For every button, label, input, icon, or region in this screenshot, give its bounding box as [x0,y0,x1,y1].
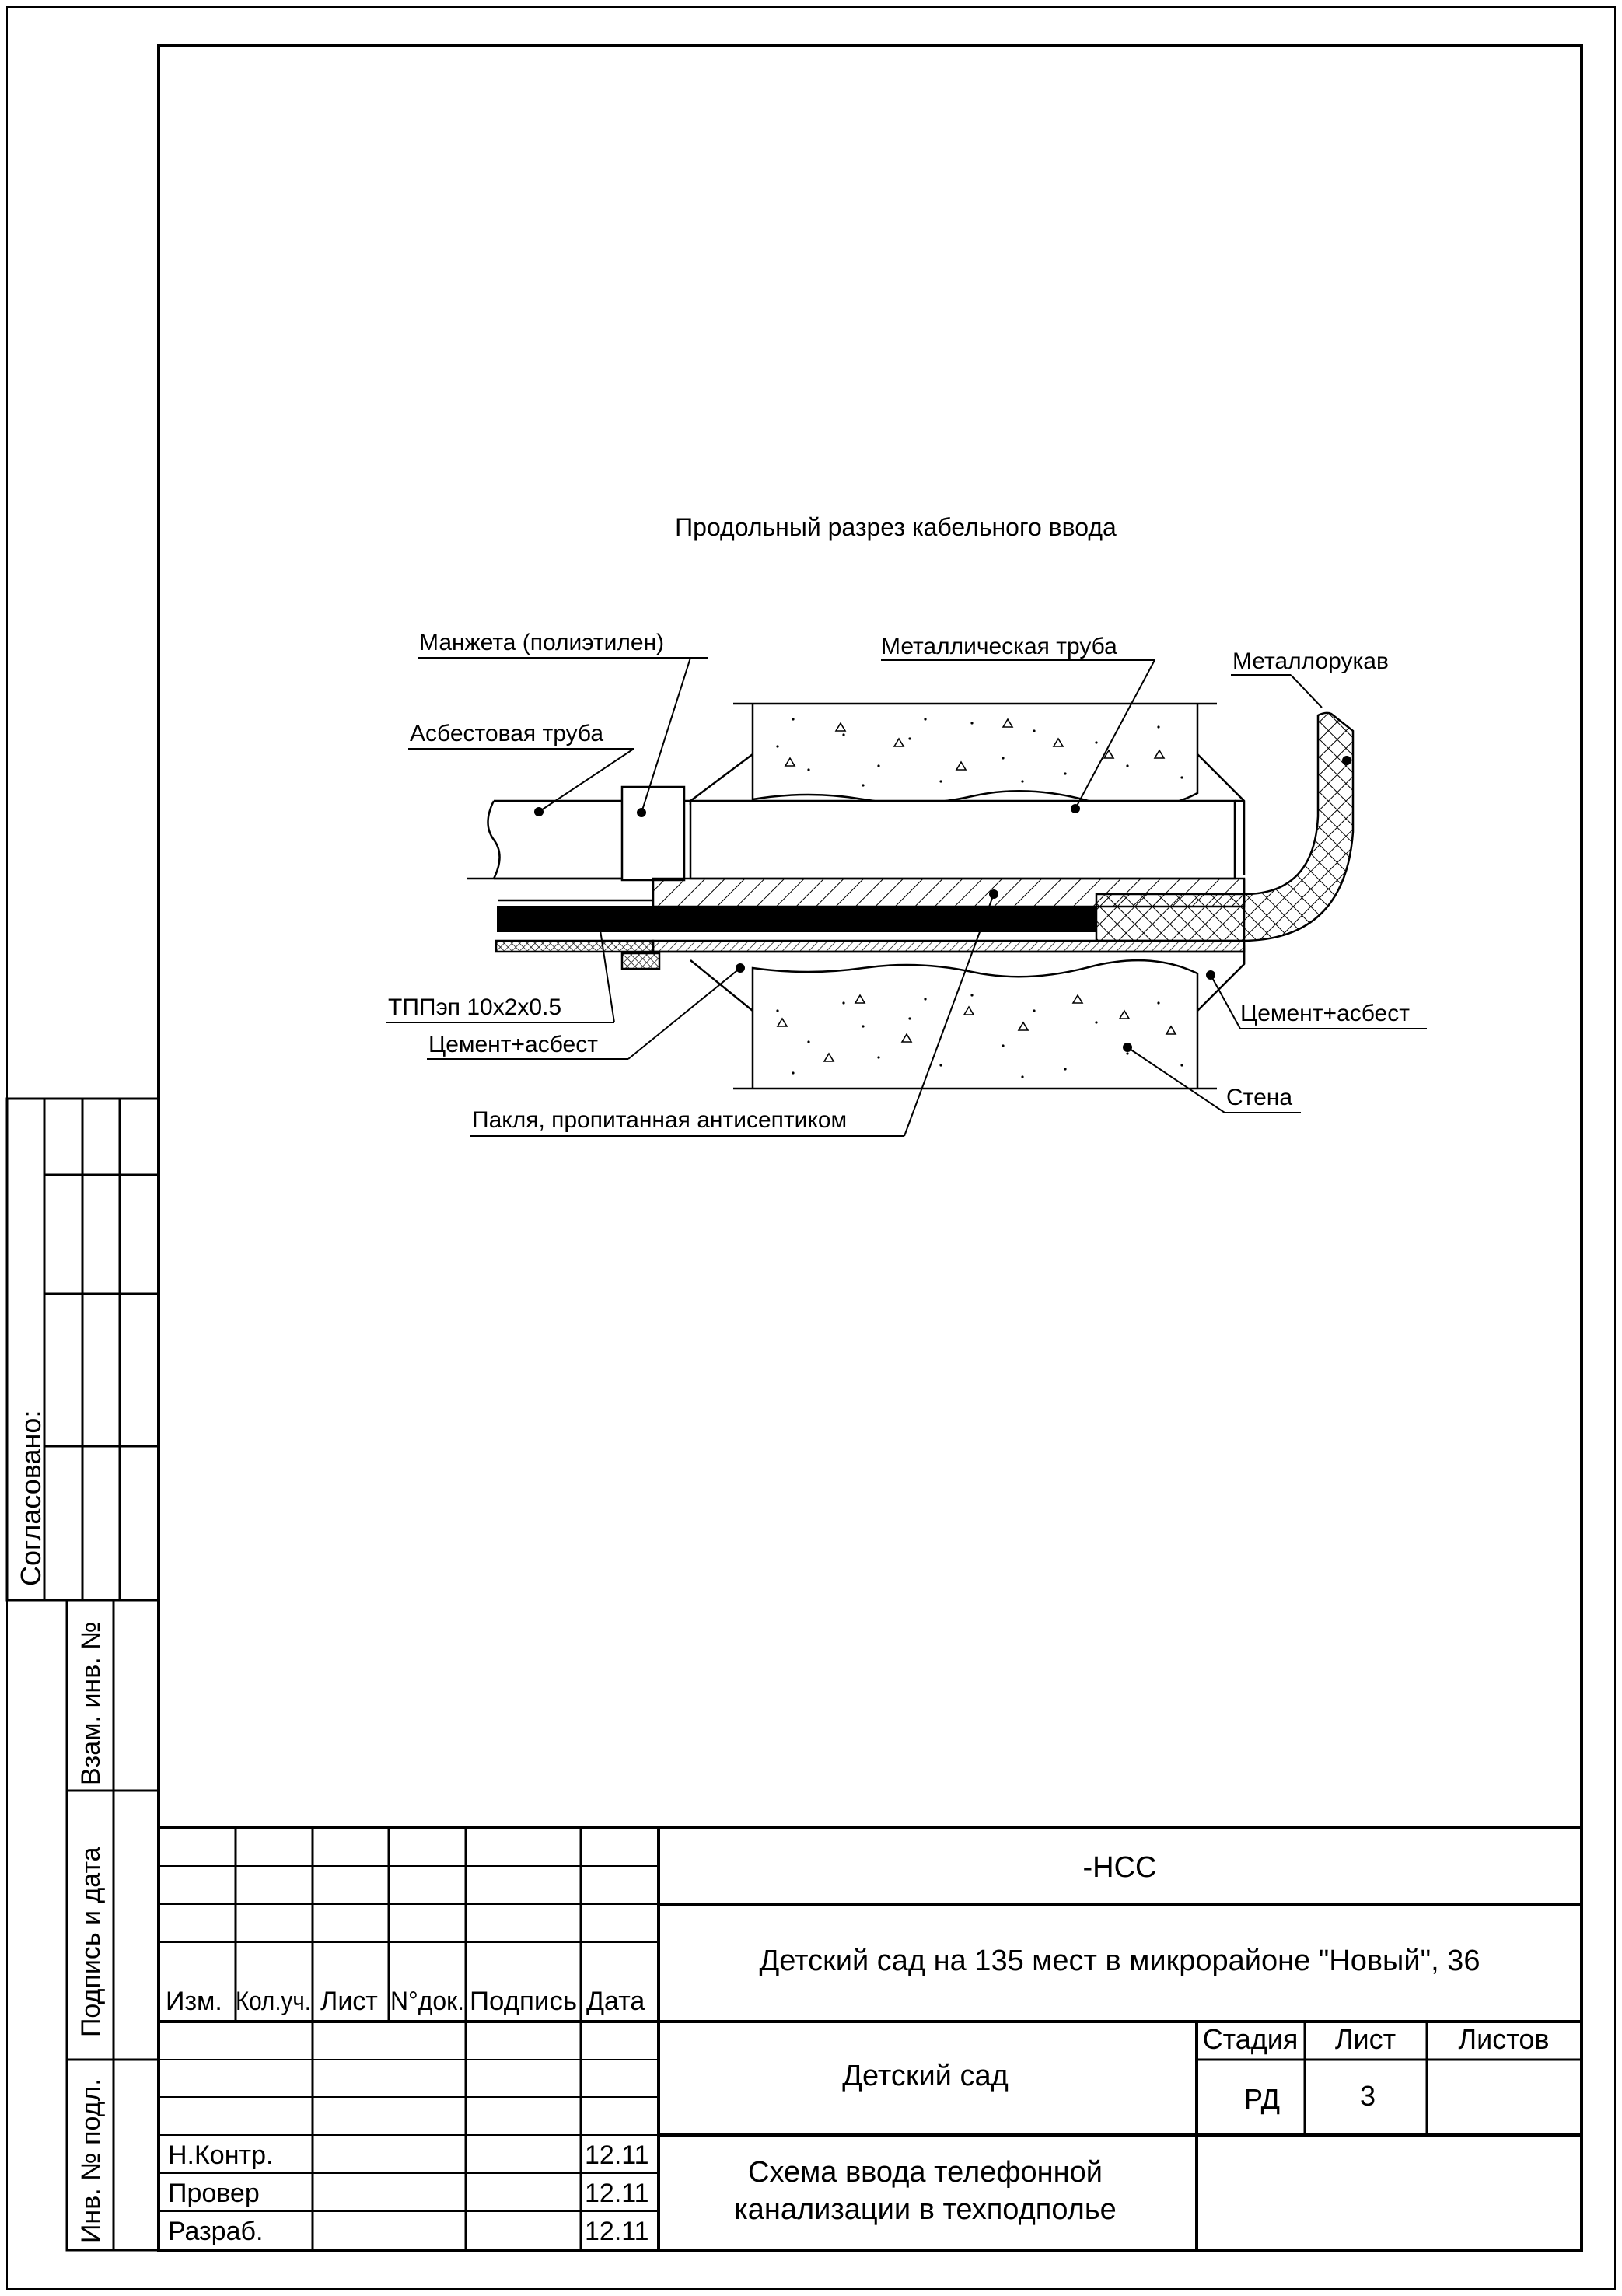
col-kol-uch: Кол.уч. [236,1987,311,2016]
label-cement-left: Цемент+асбест [428,1032,598,1057]
inv-podl-label: Инв. № подл. [76,2078,106,2243]
cement-taper-upper-left [690,754,753,805]
cable-sheath [496,941,653,952]
cable-core [498,907,1096,931]
agreed-label: Согласовано: [15,1410,47,1586]
stage-header: Стадия [1202,2023,1299,2055]
drawing-frame [159,45,1582,2250]
vzam-inv-label: Взам. инв. № [76,1621,106,1785]
col-n-dok: N°док. [390,1987,464,2016]
col-data: Дата [586,1987,645,2016]
label-metal-pipe: Металлическая труба [881,634,1117,659]
cement-taper-lower-right [1197,945,1244,1011]
list-header: Лист [1334,2023,1397,2055]
label-wall: Стена [1226,1085,1293,1110]
metal-pipe [690,801,1235,879]
cuff [622,787,684,880]
col-list: Лист [320,1987,378,2016]
label-paklya: Пакля, пропитанная антисептиком [472,1107,848,1133]
object-name: Детский сад [842,2060,1009,2092]
role-prover: Провер [168,2179,260,2208]
sheet-title-line1: Схема ввода телефонной [748,2156,1103,2189]
project-name: Детский сад на 135 мест в микрорайоне "Новый", 36 [759,1945,1480,1977]
cuff-bottom [622,953,659,969]
stage-value: РД [1244,2083,1280,2115]
date-prover: 12.11 [585,2179,649,2208]
date-razrab: 12.11 [585,2217,649,2246]
listov-header: Листов [1458,2023,1550,2055]
drawing-title: Продольный разрез кабельного ввода [675,513,1117,541]
label-cement-right: Цемент+асбест [1240,1001,1410,1026]
col-izm: Изм. [166,1987,222,2016]
label-cable: ТППэп 10х2х0.5 [388,994,562,1020]
col-podpis: Подпись [470,1987,577,2016]
role-n-kontr: Н.Контр. [168,2140,274,2170]
wall-upper [733,704,1217,808]
sheet-title-line2: канализации в техподполье [734,2193,1117,2226]
cable-entry-section [467,704,1353,1089]
document-code: -НСС [1082,1851,1157,1884]
wall-lower [733,960,1217,1089]
packing-lower [653,941,1244,952]
label-metallorukav: Металлорукав [1232,648,1389,674]
role-razrab: Разраб. [168,2217,264,2246]
asbestos-pipe-break [488,801,500,879]
label-asbest-pipe: Асбестовая труба [410,721,604,746]
list-value: 3 [1359,2080,1376,2112]
podpis-data-label: Подпись и дата [76,1847,106,2037]
label-manzheta: Манжета (полиэтилен) [419,630,665,655]
date-n-kontr: 12.11 [585,2140,649,2170]
